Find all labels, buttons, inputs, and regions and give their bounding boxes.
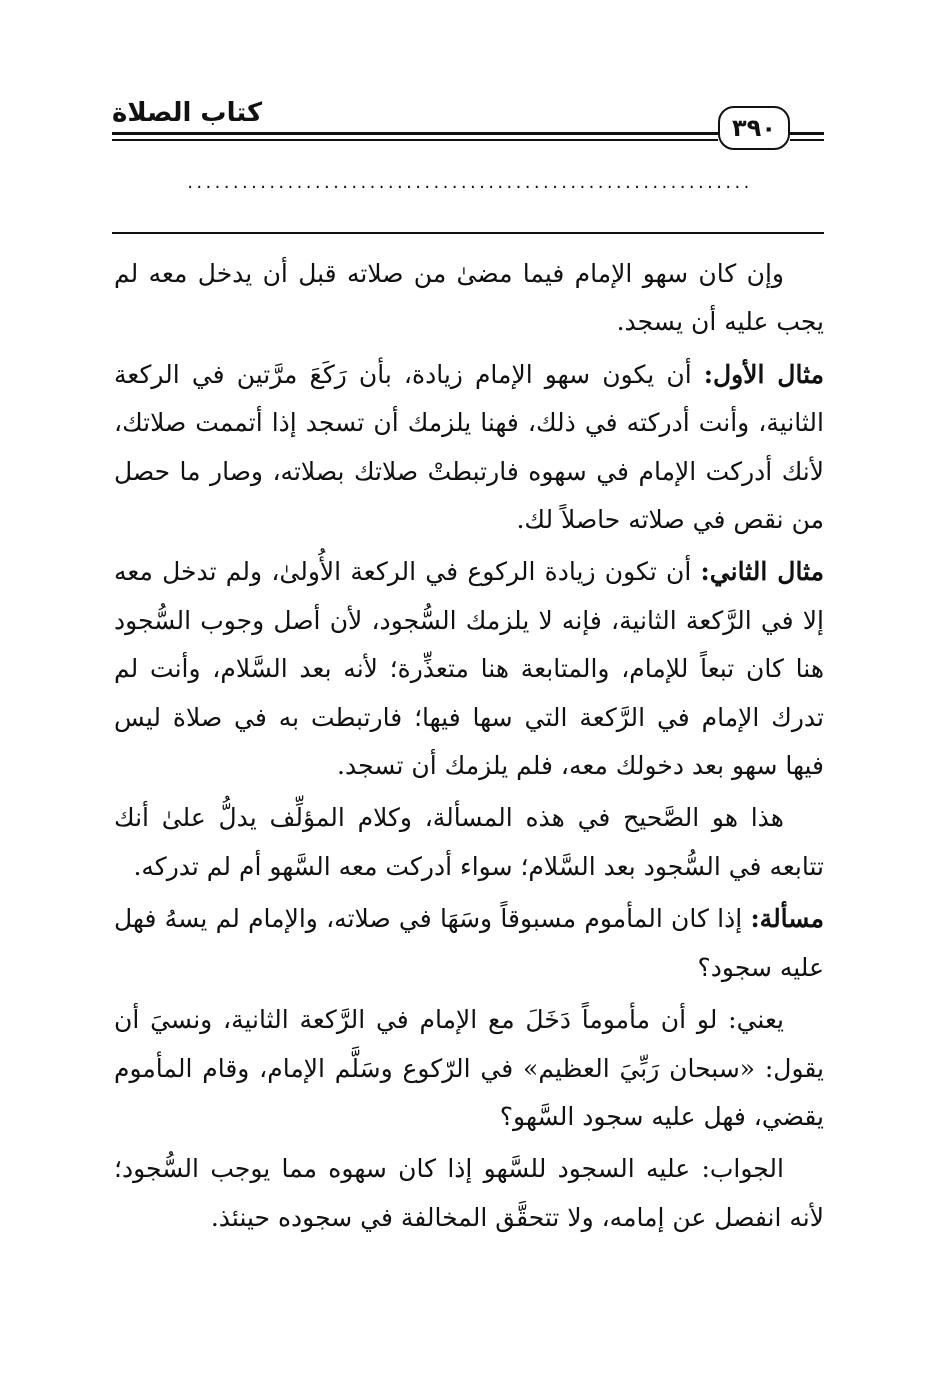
page-number: ٣٩٠ bbox=[718, 106, 790, 150]
header-rule-right-thick bbox=[790, 132, 824, 135]
paragraph-text: الجواب: عليه السجود للسَّهو إذا كان سهوه مما يوجب السُّجود؛ لأنه انفصل عن إمامه، ولا تتحقَّق المخالفة في سجوده حينئذ. bbox=[114, 1154, 824, 1232]
paragraph-lead: مثال الثاني: bbox=[700, 557, 824, 587]
paragraph-text: وإن كان سهو الإمام فيما مضىٰ من صلاته قبل أن يدخل معه لم يجب عليه أن يسجد. bbox=[114, 259, 824, 337]
paragraph-text: هذا هو الصَّحيح في هذه المسألة، وكلام المؤلِّف يدلُّ علىٰ أنك تتابعه في السُّجود بعد السَّلام؛ سواء أدركت معه السَّهو أم لم تدركه. bbox=[114, 803, 824, 881]
paragraph bbox=[114, 794, 824, 891]
paragraph bbox=[114, 548, 824, 790]
paragraph-text: أن تكون زيادة الركوع في الركعة الأُولىٰ، ولم تدخل معه إلا في الرَّكعة الثانية، فإنه لا يلزمك السُّجود، لأن أصل وجوب السُّجود هنا كان تبعاً للإمام، والمتابعة هنا متعذِّرة؛ لأنه بعد السَّلام، وأنت لم تدرك الإمام في الرَّكعة التي سها فيها؛ فارتبطت به في صلاة ليس فيها سهو بعد دخولك معه، فلم يلزمك أن تسجد. bbox=[114, 557, 824, 781]
paragraph bbox=[114, 351, 824, 545]
paragraph-text: إذا كان المأموم مسبوقاً وسَهَا في صلاته، والإمام لم يسهُ فهل عليه سجود؟ bbox=[114, 904, 824, 982]
paragraph bbox=[114, 250, 824, 347]
content-divider bbox=[112, 232, 824, 234]
paragraph bbox=[114, 1145, 824, 1242]
header-rule-left-thick bbox=[112, 132, 718, 135]
dotted-separator: .............................................................. bbox=[187, 172, 753, 193]
paragraph-lead: مثال الأول: bbox=[703, 359, 825, 389]
header-rule-right-thin bbox=[790, 139, 824, 141]
header-rule-left-thin bbox=[112, 139, 718, 141]
paragraph-text: أن يكون سهو الإمام زيادة، بأن رَكَعَ مرَّتين في الركعة الثانية، وأنت أدركته في ذلك، فهنا يلزمك أن تسجد إذا أتممت صلاتك، لأنك أدركت الإمام في سهوه فارتبطتْ صلاتك بصلاته، وصار ما حصل من نقص في صلاته حاصلاً لك. bbox=[114, 359, 824, 535]
paragraph-text: يعني: لو أن مأموماً دَخَلَ مع الإمام في الرَّكعة الثانية، ونسيَ أن يقول: «سبحان رَبِّيَ العظيم» في الرّكوع وسَلَّم الإمام، وقام المأموم يقضي، فهل عليه سجود السَّهو؟ bbox=[114, 1005, 824, 1131]
paragraph bbox=[114, 996, 824, 1141]
book-title: كتاب الصلاة bbox=[112, 98, 263, 128]
body-text bbox=[114, 250, 824, 1246]
paragraph-lead: مسألة: bbox=[750, 904, 824, 934]
paragraph bbox=[114, 895, 824, 992]
